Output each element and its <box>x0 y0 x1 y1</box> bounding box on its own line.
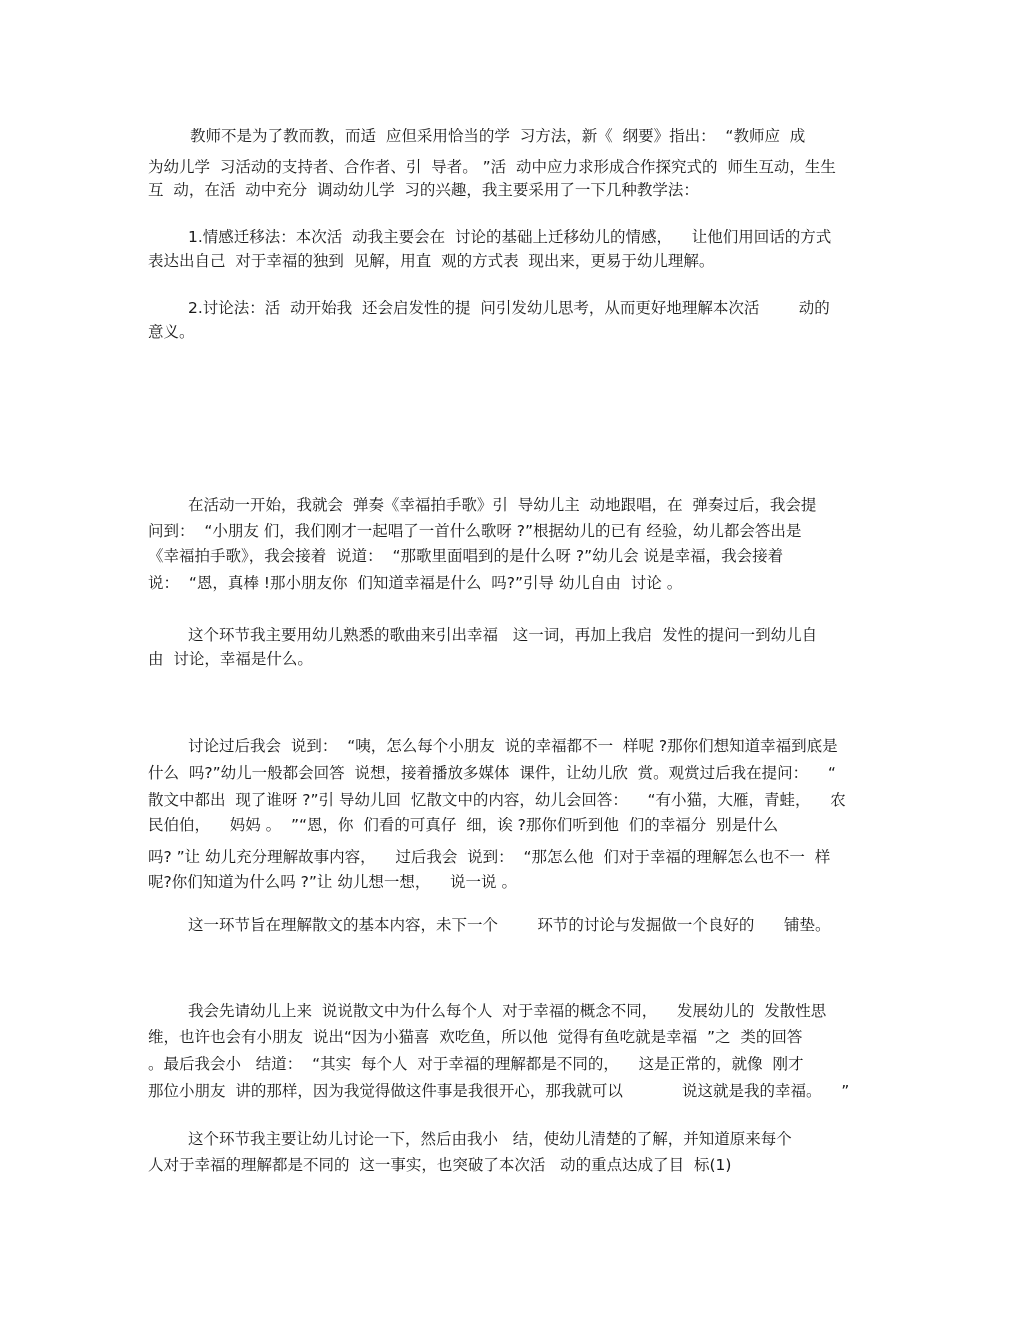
paragraph-6-line-2: 什么 吗?”幼儿一般都会回答 说想，接着播放多媒体 课件，让幼儿欣 赏。观赏过后我在提问： “ <box>148 764 836 782</box>
paragraph-5-line-1: 这个环节我主要用幼儿熟悉的歌曲来引出幸福 这一词，再加上我启 发性的提问一到幼儿自 <box>188 626 818 644</box>
paragraph-6-line-3: 散文中都出 现了谁呀 ?”引 导幼儿回 忆散文中的内容，幼儿会回答： “有小猫，大雁，青蛙， 农 <box>148 791 846 809</box>
paragraph-8-line-3: 。最后我会小 结道： “其实 每个人 对于幸福的理解都是不同的， 这是正常的，就像 刚才 <box>148 1055 804 1073</box>
paragraph-9-line-2: 人对于幸福的理解都是不同的 这一事实，也突破了本次活 动的重点达成了目 标(1) <box>148 1156 732 1174</box>
paragraph-4-line-2: 问到： “小朋友 们，我们刚才一起唱了一首什么歌呀 ?”根据幼儿的已有 经验，幼儿都会答出是 <box>148 522 802 540</box>
paragraph-1-line-3: 互 动，在活 动中充分 调动幼儿学 习的兴趣，我主要采用了一下几种教学法： <box>148 181 699 199</box>
paragraph-2-line-1: 1.情感迁移法：本次活 动我主要会在 讨论的基础上迁移幼儿的情感， 让他们用回话的方式 <box>188 228 832 246</box>
paragraph-6-line-4: 民伯伯， 妈妈 。 ”“恩，你 们看的可真仔 细，诶 ?那你们听到他 们的幸福分 别是什么 <box>148 816 779 834</box>
paragraph-4-line-4: 说： “恩，真棒 !那小朋友你 们知道幸福是什么 吗?”引导 幼儿自由 讨论 。 <box>148 574 683 592</box>
paragraph-6-line-1: 讨论过后我会 说到： “咦，怎么每个小朋友 说的幸福都不一 样呢 ?那你们想知道幸福到底是 <box>188 737 838 755</box>
paragraph-5-line-2: 由 讨论，幸福是什么。 <box>148 650 313 668</box>
paragraph-7-line-1: 这一环节旨在理解散文的基本内容，未下一个 环节的讨论与发掘做一个良好的 铺垫。 <box>188 916 831 934</box>
paragraph-8-line-4: 那位小朋友 讲的那样，因为我觉得做这件事是我很开心，那我就可以 说这就是我的幸福。 ” <box>148 1082 850 1100</box>
paragraph-1-line-2: 为幼儿学 习活动的支持者、合作者、引 导者。 ”活 动中应力求形成合作探究式的 师生互动，生生 <box>148 158 836 176</box>
paragraph-8-line-2: 维，也许也会有小朋友 说出“因为小猫喜 欢吃鱼，所以他 觉得有鱼吃就是幸福 ”之 类的回答 <box>148 1028 803 1046</box>
paragraph-2-line-2: 表达出自己 对于幸福的独到 见解，用直 观的方式表 现出来，更易于幼儿理解。 <box>148 252 715 270</box>
paragraph-6-line-6: 呢?你们知道为什么吗 ?”让 幼儿想一想， 说一说 。 <box>148 873 517 891</box>
paragraph-6-line-5: 吗? ”让 幼儿充分理解故事内容， 过后我会 说到： “那怎么他 们对于幸福的理解怎么也不一 样 <box>148 848 831 866</box>
paragraph-9-line-1: 这个环节我主要让幼儿讨论一下，然后由我小 结，使幼儿清楚的了解，并知道原来每个 <box>188 1130 792 1148</box>
paragraph-4-line-3: 《幸福拍手歌》，我会接着 说道： “那歌里面唱到的是什么呀 ?”幼儿会 说是幸福，我会接着 <box>148 547 784 565</box>
paragraph-8-line-1: 我会先请幼儿上来 说说散文中为什么每个人 对于幸福的概念不同， 发展幼儿的 发散性思 <box>188 1002 827 1020</box>
paragraph-4-line-1: 在活动一开始，我就会 弹奏《幸福拍手歌》引 导幼儿主 动地跟唱，在 弹奏过后，我会提 <box>188 496 817 514</box>
paragraph-3-line-1: 2.讨论法：活 动开始我 还会启发性的提 问引发幼儿思考，从而更好地理解本次活 动的 <box>188 299 830 317</box>
paragraph-1-line-1: 教师不是为了教而教，而适 应但采用恰当的学 习方法，新《 纲要》指出： “教师应 成 <box>190 127 806 145</box>
paragraph-3-line-2: 意义。 <box>148 323 195 341</box>
